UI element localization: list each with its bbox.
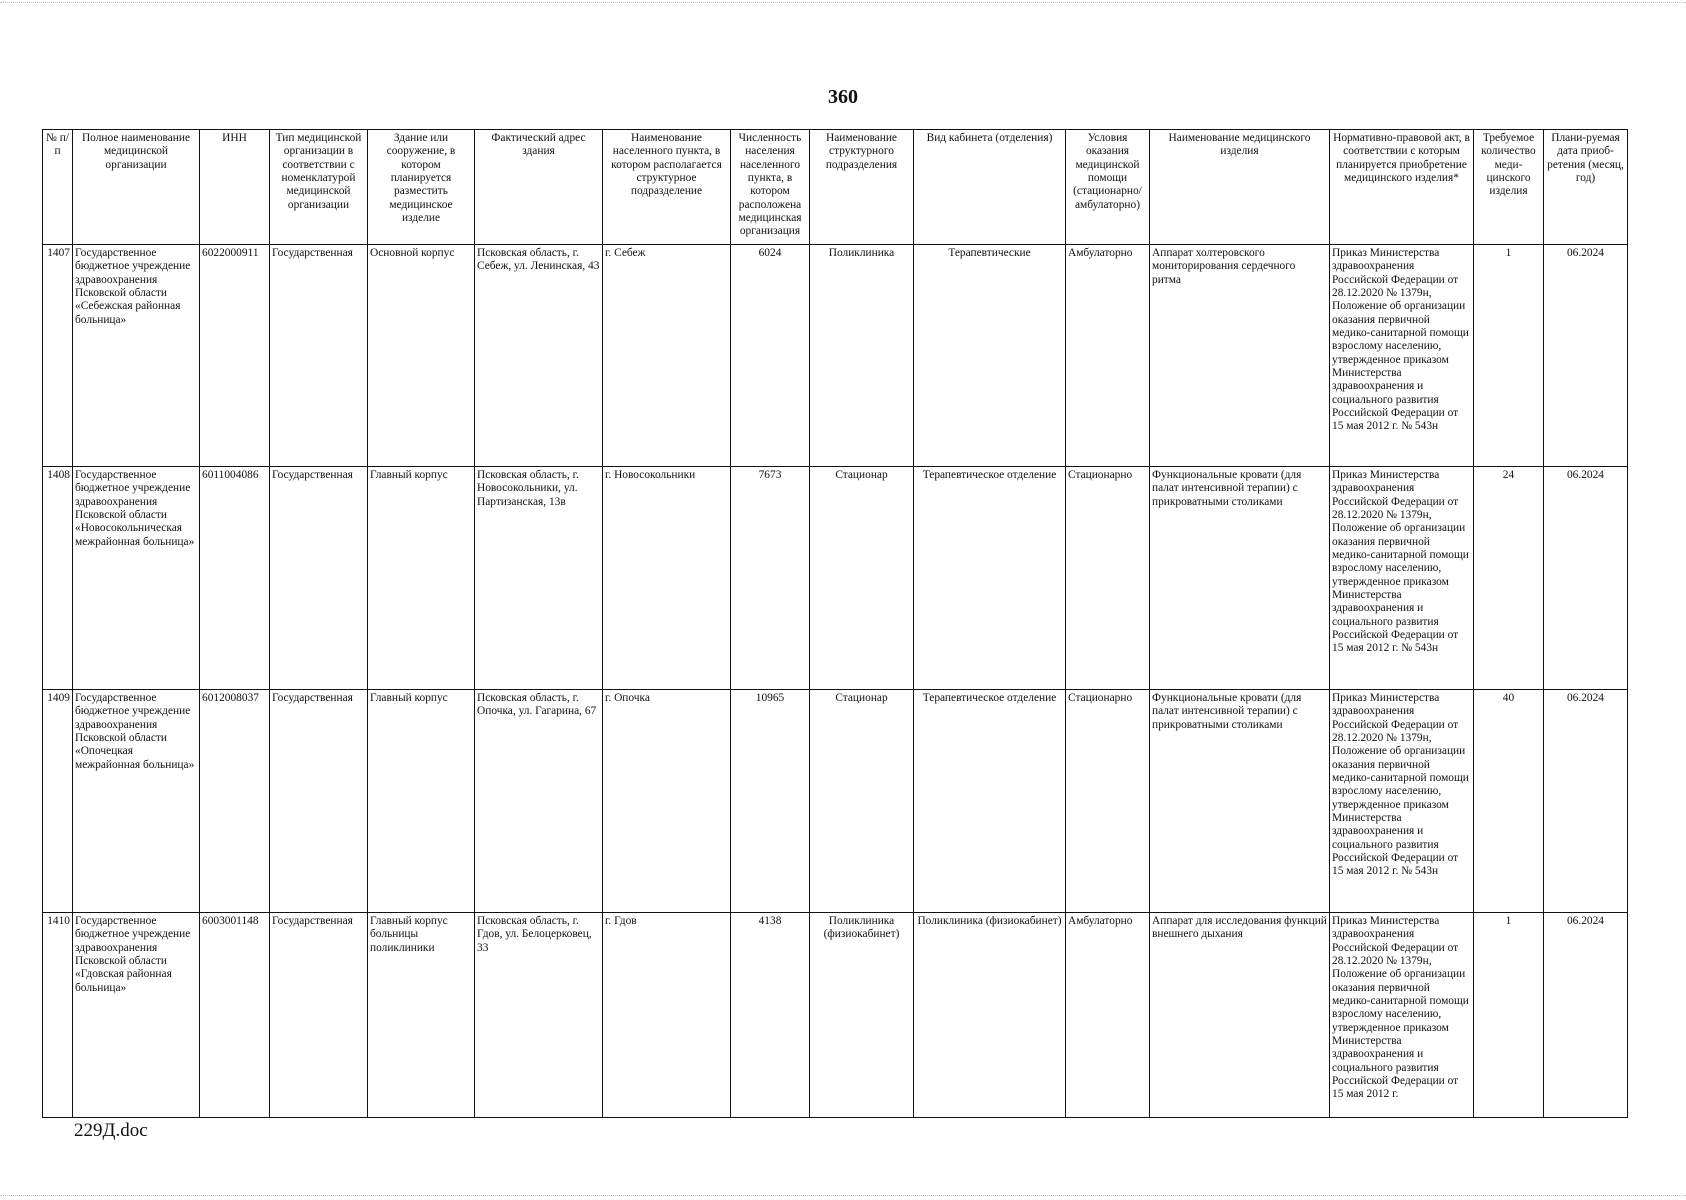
cell-type: Государственная <box>270 690 368 913</box>
table-row <box>43 913 1628 1118</box>
cell-population: 7673 <box>731 467 810 690</box>
cell-cabinet: Терапевтическое отделение <box>914 690 1066 913</box>
cell-address: Псковская область, г. Гдов, ул. Белоцерковец, 33 <box>475 913 603 1118</box>
medical-equipment-table <box>42 129 1628 1118</box>
cell-inn: 6011004086 <box>200 467 270 690</box>
cell-cabinet: Терапевтические <box>914 245 1066 467</box>
header-quantity: Требуемое количество меди-цинского изделия <box>1474 130 1544 245</box>
cell-conditions: Стационарно <box>1066 467 1150 690</box>
cell-locality: г. Новосокольники <box>603 467 731 690</box>
header-type: Тип медицинской организации в соответствии с номенклатурой медицинской организации <box>270 130 368 245</box>
cell-address: Псковская область, г. Новосокольники, ул. Партизанская, 13в <box>475 467 603 690</box>
cell-quantity: 1 <box>1474 245 1544 467</box>
cell-cabinet: Терапевтическое отделение <box>914 467 1066 690</box>
cell-inn: 6022000911 <box>200 245 270 467</box>
table-header-row <box>43 130 1628 245</box>
header-address: Фактический адрес здания <box>475 130 603 245</box>
cell-inn: 6003001148 <box>200 913 270 1118</box>
header-conditions: Условия оказания медицинской помощи (стационарно/амбулаторно) <box>1066 130 1150 245</box>
header-locality: Наименование населенного пункта, в котором располагается структурное подразделение <box>603 130 731 245</box>
cell-unit: Поликлиника (физиокабинет) <box>810 913 914 1118</box>
cell-address: Псковская область, г. Себеж, ул. Ленинская, 43 <box>475 245 603 467</box>
cell-locality: г. Себеж <box>603 245 731 467</box>
cell-building: Главный корпус <box>368 467 475 690</box>
cell-type: Государственная <box>270 913 368 1118</box>
cell-device: Аппарат холтеровского мониторирования сердечного ритма <box>1150 245 1330 467</box>
header-inn: ИНН <box>200 130 270 245</box>
scan-edge-bottom <box>0 1189 1686 1196</box>
cell-quantity: 24 <box>1474 467 1544 690</box>
cell-act: Приказ Министерства здравоохранения Российской Федерации от 28.12.2020 № 1379н, Положение об организации оказания первичной медико-санитарной помощи взрослому населению, утвержденное приказом Министерства здравоохранения и социального развития Российской Федерации от 15 мая 2012 г. № 543н <box>1330 467 1474 690</box>
cell-conditions: Амбулаторно <box>1066 245 1150 467</box>
cell-org: Государственное бюджетное учреждение здравоохранения Псковской области «Опочецкая межрайонная больница» <box>73 690 200 913</box>
cell-device: Аппарат для исследования функций внешнего дыхания <box>1150 913 1330 1118</box>
scan-edge-top <box>0 2 1686 9</box>
cell-unit: Стационар <box>810 467 914 690</box>
cell-type: Государственная <box>270 467 368 690</box>
cell-org: Государственное бюджетное учреждение здравоохранения Псковской области «Новосокольническая межрайонная больница» <box>73 467 200 690</box>
cell-conditions: Стационарно <box>1066 690 1150 913</box>
cell-population: 4138 <box>731 913 810 1118</box>
header-num: № п/п <box>43 130 73 245</box>
table-row <box>43 467 1628 690</box>
cell-building: Основной корпус <box>368 245 475 467</box>
header-building: Здание или сооружение, в котором планируется разместить медицинское изделие <box>368 130 475 245</box>
cell-date: 06.2024 <box>1544 245 1628 467</box>
header-unit: Наименование структурного подразделения <box>810 130 914 245</box>
cell-quantity: 1 <box>1474 913 1544 1118</box>
cell-unit: Стационар <box>810 690 914 913</box>
header-date: Плани-руемая дата приоб-ретения (месяц, год) <box>1544 130 1628 245</box>
cell-cabinet: Поликлиника (физиокабинет) <box>914 913 1066 1118</box>
page-number: 360 <box>828 86 858 108</box>
cell-locality: г. Гдов <box>603 913 731 1118</box>
header-cabinet: Вид кабинета (отделения) <box>914 130 1066 245</box>
header-population: Численность населения населенного пункта, в котором расположена медицинская организация <box>731 130 810 245</box>
cell-population: 6024 <box>731 245 810 467</box>
cell-inn: 6012008037 <box>200 690 270 913</box>
cell-date: 06.2024 <box>1544 913 1628 1118</box>
cell-type: Государственная <box>270 245 368 467</box>
header-act: Нормативно-правовой акт, в соответствии с которым планируется приобретение медицинского изделия* <box>1330 130 1474 245</box>
cell-device: Функциональные кровати (для палат интенсивной терапии) с прикроватными столиками <box>1150 467 1330 690</box>
cell-act: Приказ Министерства здравоохранения Российской Федерации от 28.12.2020 № 1379н, Положение об организации оказания первичной медико-санитарной помощи взрослому населению, утвержденное приказом Министерства здравоохранения и социального развития Российской Федерации от 15 мая 2012 г. № 543н <box>1330 690 1474 913</box>
cell-org: Государственное бюджетное учреждение здравоохранения Псковской области «Себежская районная больница» <box>73 245 200 467</box>
cell-building: Главный корпус больницы поликлиники <box>368 913 475 1118</box>
header-org: Полное наименование медицинской организации <box>73 130 200 245</box>
table-row <box>43 245 1628 467</box>
cell-act: Приказ Министерства здравоохранения Российской Федерации от 28.12.2020 № 1379н, Положение об организации оказания первичной медико-санитарной помощи взрослому населению, утвержденное приказом Министерства здравоохранения и социального развития Российской Федерации от 15 мая 2012 г. № 543н <box>1330 245 1474 467</box>
cell-locality: г. Опочка <box>603 690 731 913</box>
cell-population: 10965 <box>731 690 810 913</box>
cell-building: Главный корпус <box>368 690 475 913</box>
header-device: Наименование медицинского изделия <box>1150 130 1330 245</box>
cell-unit: Поликлиника <box>810 245 914 467</box>
cell-device: Функциональные кровати (для палат интенсивной терапии) с прикроватными столиками <box>1150 690 1330 913</box>
cell-num: 1408 <box>43 467 73 690</box>
cell-quantity: 40 <box>1474 690 1544 913</box>
cell-date: 06.2024 <box>1544 467 1628 690</box>
cell-date: 06.2024 <box>1544 690 1628 913</box>
footer-filename: 229Д.doc <box>74 1120 148 1141</box>
cell-conditions: Амбулаторно <box>1066 913 1150 1118</box>
cell-act: Приказ Министерства здравоохранения Российской Федерации от 28.12.2020 № 1379н, Положение об организации оказания первичной медико-санитарной помощи взрослому населению, утвержденное приказом Министерства здравоохранения и социального развития Российской Федерации от 15 мая 2012 г. <box>1330 913 1474 1118</box>
table-row <box>43 690 1628 913</box>
cell-org: Государственное бюджетное учреждение здравоохранения Псковской области «Гдовская районная больница» <box>73 913 200 1118</box>
cell-address: Псковская область, г. Опочка, ул. Гагарина, 67 <box>475 690 603 913</box>
cell-num: 1410 <box>43 913 73 1118</box>
cell-num: 1409 <box>43 690 73 913</box>
cell-num: 1407 <box>43 245 73 467</box>
